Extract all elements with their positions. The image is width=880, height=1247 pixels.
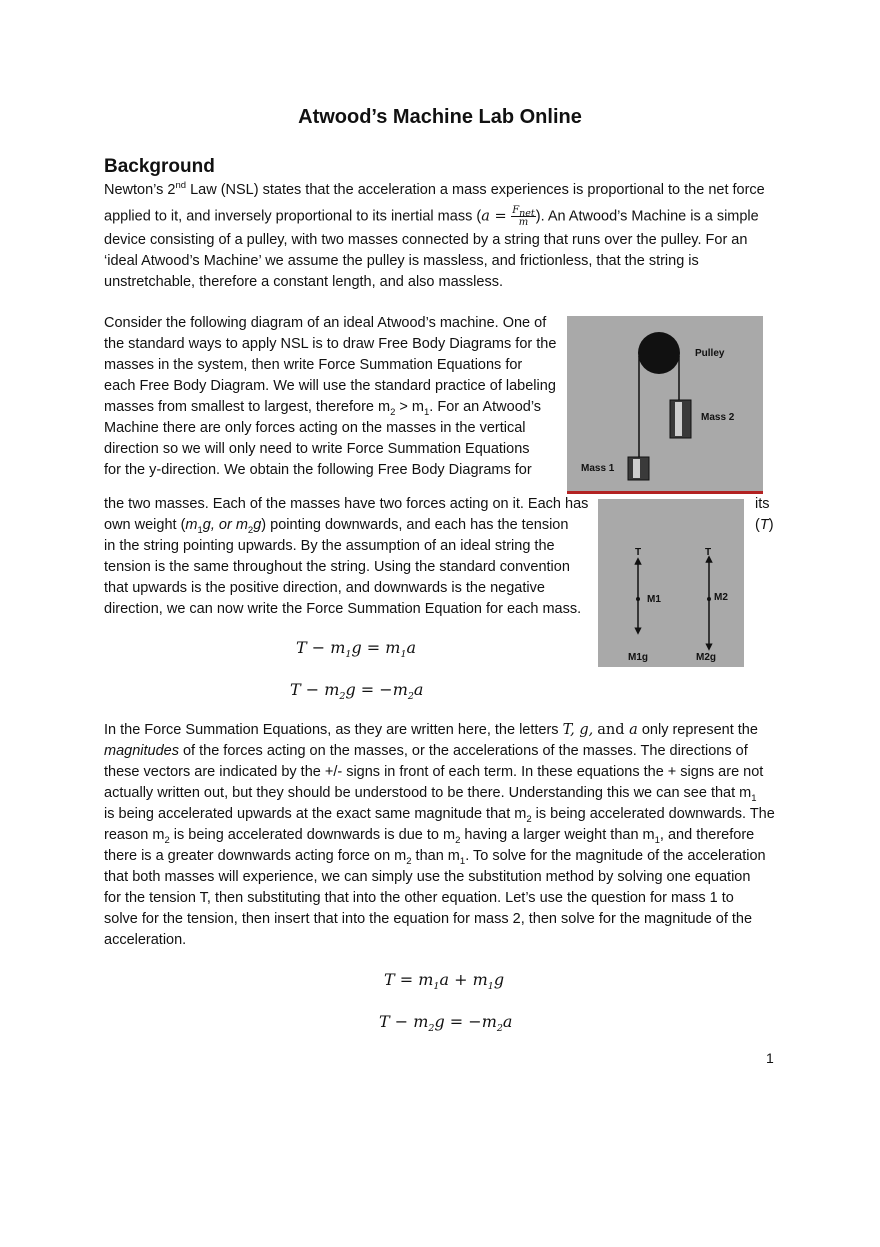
text-line: (T) <box>755 517 774 533</box>
text-line: Newton’s 2nd Law (NSL) states that the acceleration a mass experiences is proportional to the net force <box>104 180 765 198</box>
net-force-fraction: $\frac{F_{net}}{m}$ <box>512 205 535 228</box>
free-body-diagram-figure <box>598 499 744 667</box>
text-line: is being accelerated upwards at the exact same magnitude that $m_2$ is being accelerated downwards. The <box>104 806 775 825</box>
text-line: its <box>755 496 770 512</box>
text-line: reason $m_2$ is being accelerated downwards is due to $m_2$ having a larger weight than $m_1$, and therefore <box>104 827 755 846</box>
m2-label: M2 <box>714 592 728 603</box>
m1g-label: M1g <box>628 652 648 663</box>
section-heading: Background <box>104 156 215 177</box>
text-line: direction so we will only need to write Force Summation Equations <box>104 441 530 457</box>
text-line: actually written out, but they should be understood to be there. Understanding this we can see that $m_1$ <box>104 785 757 804</box>
equation-mass2: $T - m_2g = -m_2a$ <box>290 680 424 703</box>
text-line: Consider the following diagram of an ideal Atwood’s machine. One of <box>104 315 547 331</box>
mass1-label: Mass 1 <box>581 463 615 474</box>
text-line: Machine there are only forces acting on the masses in the vertical <box>104 420 526 436</box>
text-line: In the Force Summation Equations, as they are written here, the letters T, g, and a only represent the <box>104 722 758 738</box>
text-line: each Free Body Diagram. We will use the standard practice of labeling <box>104 378 556 394</box>
free-body-diagrams <box>598 499 744 667</box>
mass1-point <box>636 597 640 601</box>
text-line: that upwards is the positive direction, and downwards is the negative <box>104 580 545 596</box>
text-line: the two masses. Each of the masses have two forces acting on it. Each has <box>104 496 589 512</box>
text-line: these vectors are indicated by the +/- signs in front of each term. In these equations the + signs are not <box>104 764 764 780</box>
text-line: ‘ideal Atwood’s Machine’ we assume the pulley is massless, and frictionless, that the string is <box>104 253 699 269</box>
atwood-machine-figure <box>567 316 763 494</box>
page-title: Atwood’s Machine Lab Online <box>298 106 582 128</box>
text-line: unstretchable, therefore a constant length, and also massless. <box>104 274 503 290</box>
pulley-wheel <box>638 332 680 374</box>
text-line: for the y-direction. We obtain the following Free Body Diagrams for <box>104 462 532 478</box>
equation-mass1: $T - m_1g = m_1a$ <box>296 638 417 661</box>
text-line: magnitudes of the forces acting on the masses, or the accelerations of the masses. The directions of <box>104 743 748 759</box>
text-line: device consisting of a pulley, with two masses connected by a string that runs over the pulley. For an <box>104 232 748 248</box>
text-line: direction, we can now write the Force Summation Equation for each mass. <box>104 601 582 617</box>
text-line: for the tension T, then substituting that into the other equation. Let’s use the question for mass 1 to <box>104 890 734 906</box>
m1-label: M1 <box>647 594 661 605</box>
text-line: acceleration. <box>104 932 187 948</box>
tension-label-right: T <box>705 547 712 558</box>
text-line: the standard ways to apply NSL is to draw Free Body Diagrams for the <box>104 336 557 352</box>
text-line: that both masses will experience, we can simply use the substitution method by solving one equation <box>104 869 751 885</box>
tension-label-left: T <box>635 547 642 558</box>
text-line: in the string pointing upwards. By the assumption of an ideal string the <box>104 538 555 554</box>
text-line: masses from smallest to largest, therefore $m_2 > m_1$. For an Atwood’s <box>104 399 542 418</box>
text-line: masses in the system, then write Force Summation Equations for <box>104 357 523 373</box>
equation-tension: $T = m_1a + m_1g$ <box>384 970 505 993</box>
text-line: applied to it, and inversely proportional to its inertial mass (a = $\frac{F_{net}}{m}$ ). An Atwood’s Machine is a simple <box>104 205 759 228</box>
figure-border <box>567 491 763 494</box>
text-line: own weight ($m_1g$, or $m_2g$) pointing downwards, and each has the tension <box>104 517 569 536</box>
mass2-point <box>707 597 711 601</box>
text-line: tension is the same throughout the string. Using the standard convention <box>104 559 570 575</box>
text-line: solve for the tension, then insert that into the equation for mass 2, then solve for the magnitude of the <box>104 911 753 927</box>
page-number: 1 <box>766 1050 774 1066</box>
pulley-label: Pulley <box>695 348 725 359</box>
equation-mass2-repeat: $T - m_2g = -m_2a$ <box>379 1012 513 1035</box>
text-line: there is a greater downwards acting force on $m_2$ than $m_1$. To solve for the magnitude of the acceleration <box>104 848 766 867</box>
m2g-label: M2g <box>696 652 716 663</box>
mass2-label: Mass 2 <box>701 412 735 423</box>
